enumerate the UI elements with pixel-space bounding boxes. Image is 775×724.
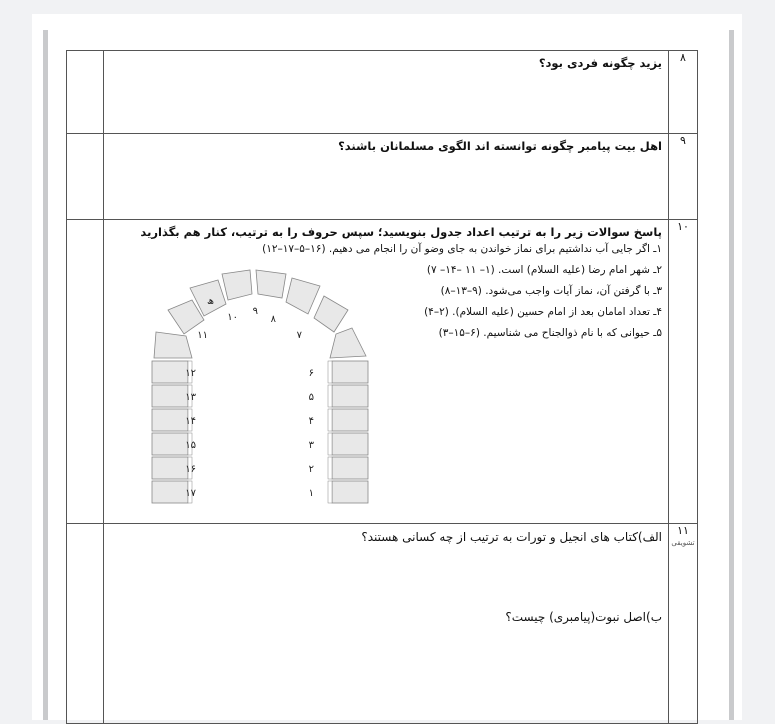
arch-label-right: ۱	[308, 488, 314, 499]
question-cell	[104, 220, 669, 524]
arch-right-cell	[328, 385, 368, 407]
question-number: ۱۰	[669, 220, 698, 524]
arch-puzzle-svg	[146, 266, 374, 512]
bonus-label: تشویقی	[671, 539, 695, 547]
arch-top-tile	[256, 270, 286, 298]
arch-right-cell	[328, 481, 368, 503]
question-text: اهل بیت پیامبر چگونه توانسته اند الگوی مسلمانان باشند؟	[338, 139, 662, 153]
score-cell	[67, 524, 104, 724]
score-cell	[67, 134, 104, 220]
arch-label-top: ۱۱	[197, 330, 208, 341]
arch-label-right: ۴	[308, 416, 314, 427]
question-part-a: الف)کتاب های انجیل و تورات به ترتیب از چه کسانی هستند؟	[361, 530, 662, 544]
arch-marker: ھ	[207, 296, 214, 307]
arch-right-cell	[328, 433, 368, 455]
arch-right-cell	[328, 409, 368, 431]
question-number-text: ۱۱	[677, 524, 689, 537]
arch-puzzle-figure	[146, 266, 374, 512]
question-number: ۹	[669, 134, 698, 220]
question-cell	[104, 524, 669, 724]
arch-label-left: ۱۲	[185, 368, 196, 379]
puzzle-item: ۲ـ شهر امام رضا (علیه السلام) است. (۱– ۱۱ –۱۴– ۷)	[426, 264, 662, 276]
exam-table	[66, 50, 698, 724]
arch-label-right: ۳	[308, 440, 314, 451]
score-cell	[67, 220, 104, 524]
arch-label-top: ۸	[270, 314, 276, 325]
puzzle-item: ۱ـ اگر جایی آب نداشتیم برای نماز خواندن به جای وضو آن را انجام می دهیم. (۱۶–۵–۱۷–۱۲)	[262, 243, 662, 255]
score-cell	[67, 51, 104, 134]
puzzle-item: ۴ـ تعداد امامان بعد از امام حسین (علیه السلام). (۲–۴)	[424, 306, 662, 318]
arch-right-cell	[328, 457, 368, 479]
question-cell	[104, 51, 669, 134]
question-number	[669, 524, 698, 724]
question-row-8	[67, 51, 698, 134]
question-cell	[104, 134, 669, 220]
question-text: پاسخ سوالات زیر را به ترتیب اعداد جدول بنویسید؛ سپس حروف را به ترتیب، کنار هم بگذارید	[140, 225, 662, 239]
question-part-b: ب)اصل نبوت(پیامبری) چیست؟	[505, 610, 662, 624]
arch-label-left: ۱۳	[185, 392, 196, 403]
question-row-11	[67, 524, 698, 724]
page-edge-right	[729, 30, 734, 720]
question-row-9	[67, 134, 698, 220]
arch-label-right: ۶	[308, 368, 314, 379]
arch-label-right: ۵	[308, 392, 314, 403]
question-row-10	[67, 220, 698, 524]
arch-label-top: ۹	[252, 306, 258, 317]
arch-label-top: ۷	[296, 330, 302, 341]
puzzle-item: ۵ـ حیوانی که با نام ذوالجناح می شناسیم. (۶–۱۵–۳)	[438, 327, 662, 339]
page-edge-left	[43, 30, 48, 720]
question-text: یزید چگونه فردی بود؟	[538, 56, 662, 70]
arch-top-tile	[154, 332, 192, 358]
arch-label-left: ۱۴	[185, 416, 196, 427]
puzzle-item: ۳ـ با گرفتن آن، نماز آیات واجب می‌شود. (۹–۱۳–۸)	[440, 285, 662, 297]
arch-label-left: ۱۶	[185, 464, 196, 475]
arch-label-right: ۲	[308, 464, 314, 475]
arch-label-left: ۱۷	[185, 488, 196, 499]
arch-right-cell	[328, 361, 368, 383]
question-number: ۸	[669, 51, 698, 134]
arch-label-left: ۱۵	[185, 440, 196, 451]
arch-label-top: ۱۰	[227, 312, 238, 323]
